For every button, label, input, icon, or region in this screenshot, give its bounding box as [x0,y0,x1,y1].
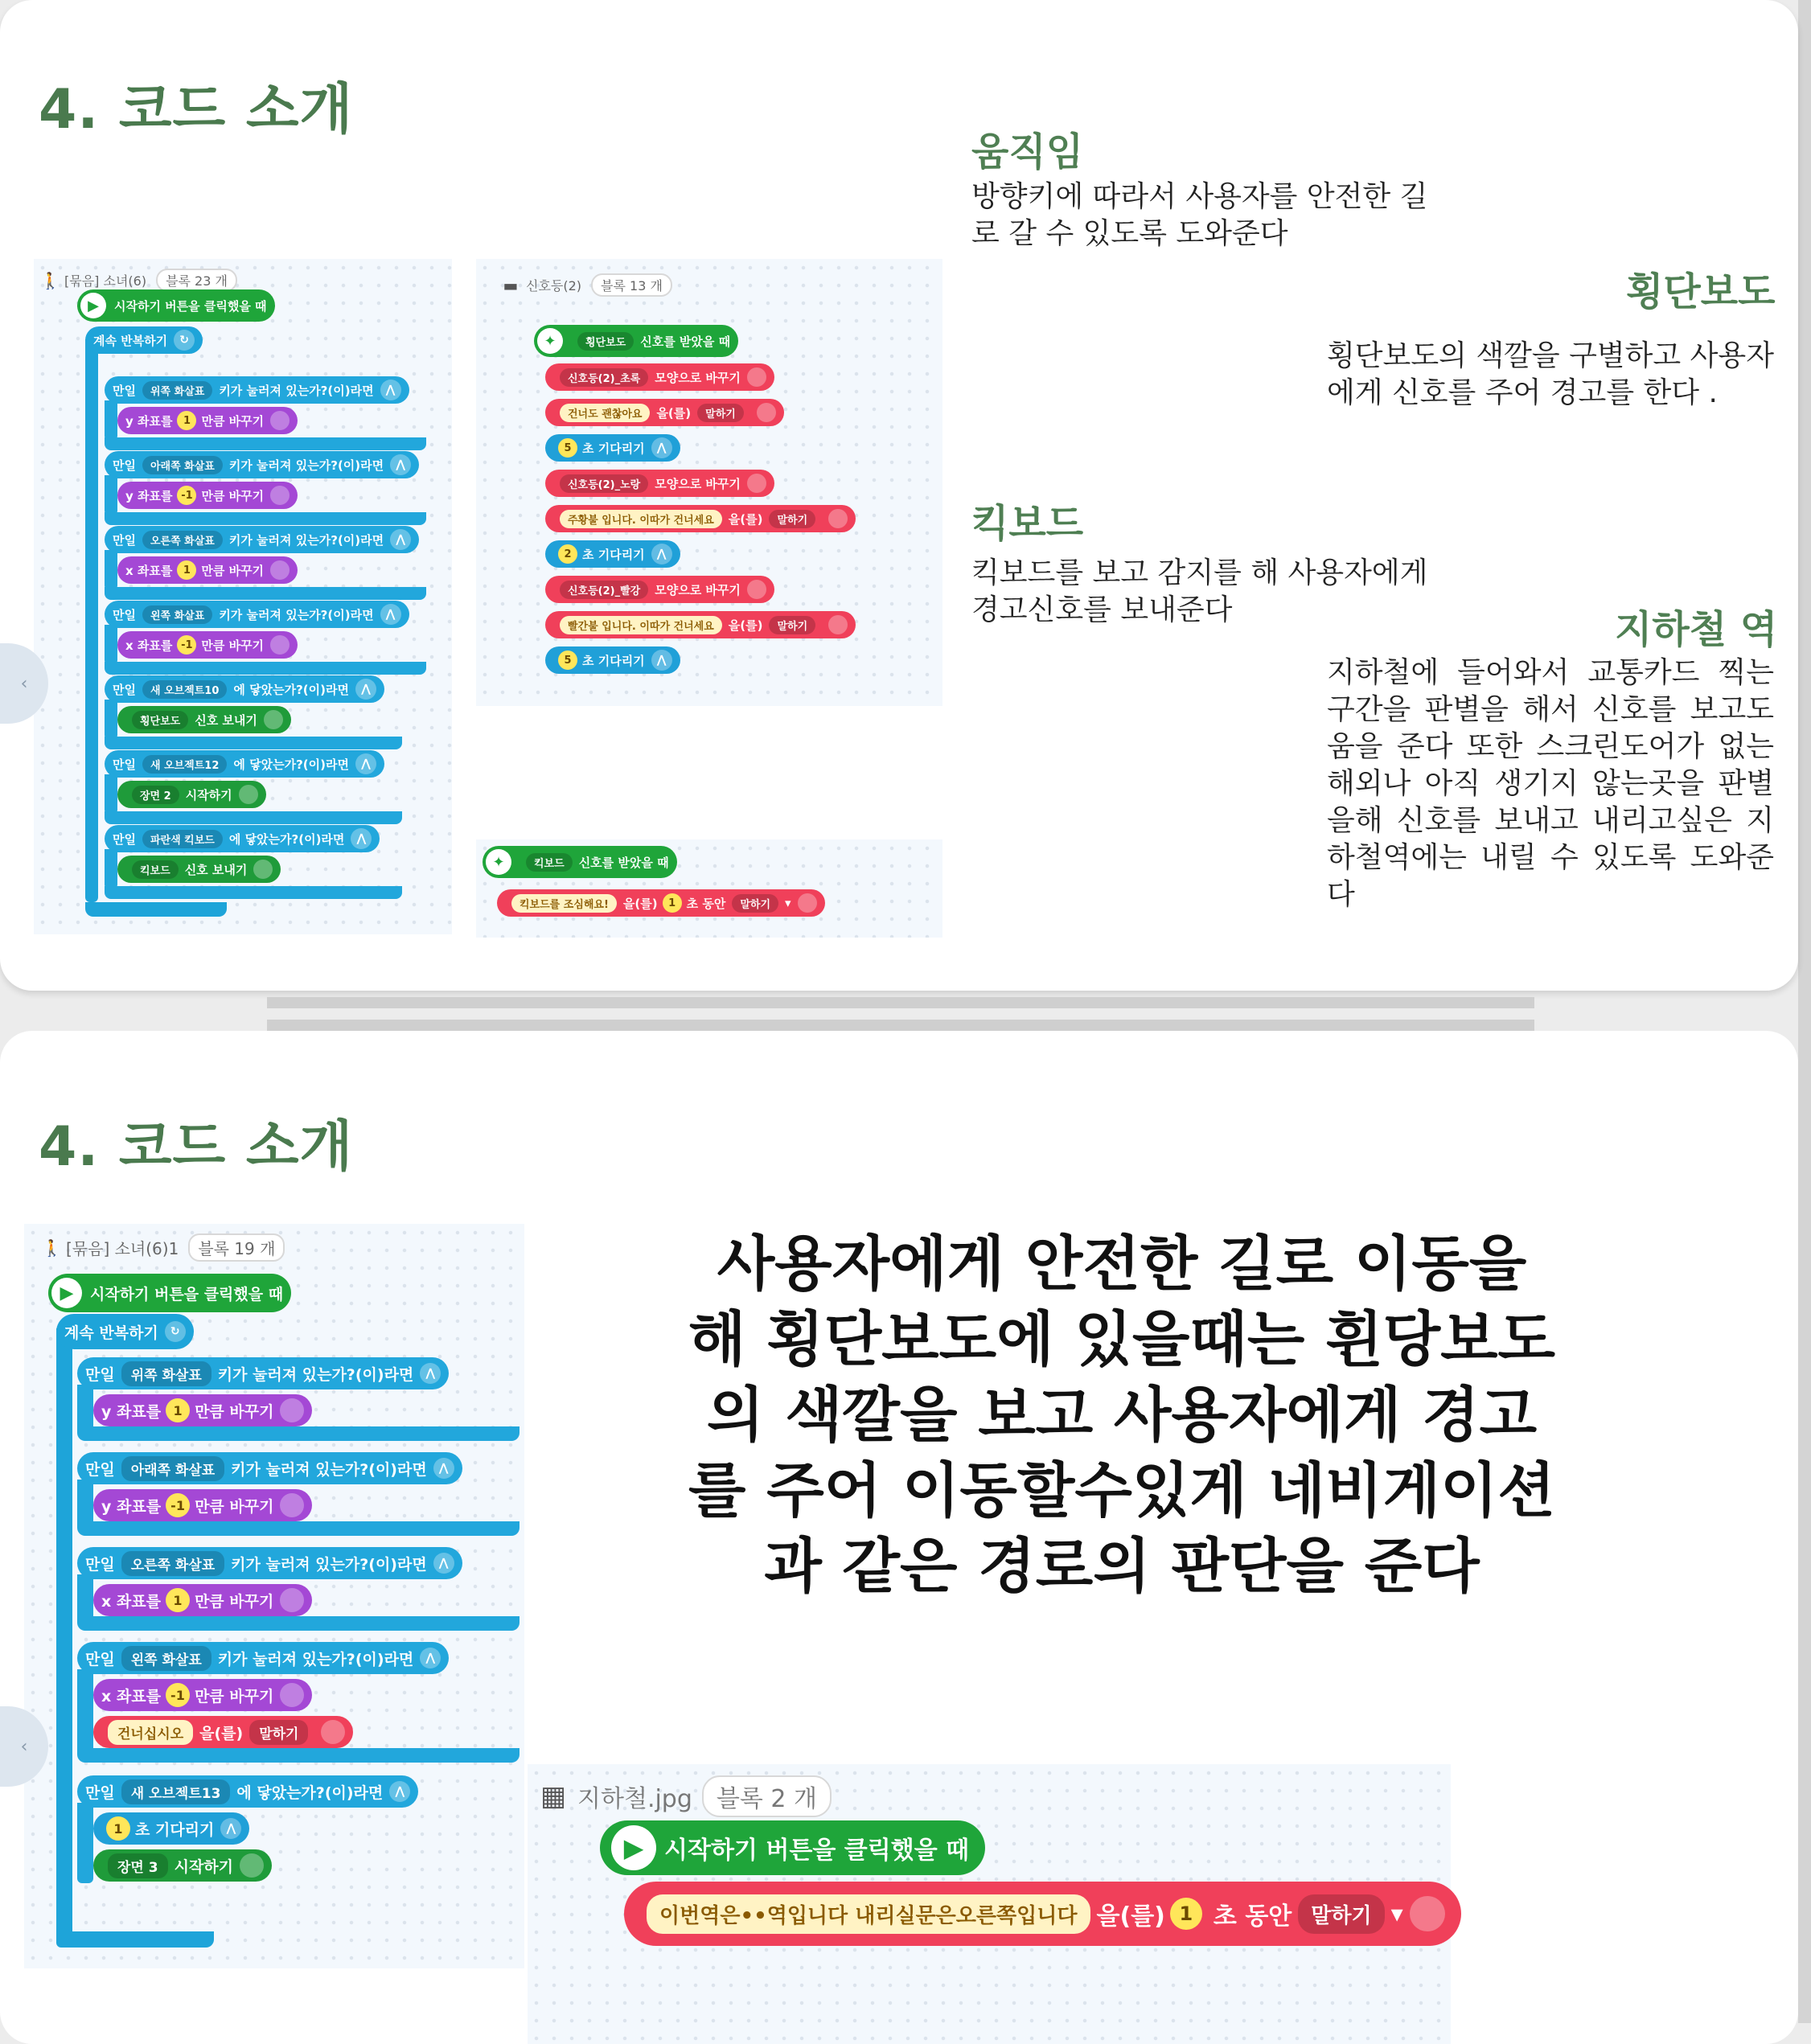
shape-icon [747,580,766,599]
wait-block[interactable]: 2 초 기다리기 ⋀ [545,540,680,568]
wait-icon: ⋀ [220,1818,241,1839]
signal-hat-block[interactable]: ✦ 횡단보도 신호를 받았을 때 [534,325,738,357]
if-arm [77,1669,93,1753]
if-key-block[interactable]: 만일 오른쪽 화살표 키가 눌러져 있는가? (이)라면 ⋀ [105,526,419,553]
if-touch-block[interactable]: 만일 새 오브젝트12 에 닿았는가? (이)라면 ⋀ [105,750,384,778]
branch-icon: ⋀ [433,1553,454,1574]
speech-icon [321,1720,345,1744]
flag-icon [239,785,258,804]
window-edge [1798,0,1811,2023]
change-coordinate-block[interactable]: y 좌표를 -1 만큼 바꾸기 [117,482,298,509]
play-icon: ▶ [51,1278,82,1308]
branch-icon: ⋀ [380,604,401,625]
if-arm [77,1574,93,1621]
forever-loop-block[interactable]: 계속 반복하기 ↻ [56,1314,194,1349]
action-block[interactable]: 횡단보도 신호 보내기 [117,706,291,733]
if-arm [105,625,117,665]
say-for-seconds-block[interactable]: 킥보드를 조심해요! 을(를) 1 초 동안 말하기 ▾ [497,889,825,917]
move-icon [270,486,290,505]
loop-arm [56,1328,72,1948]
change-coordinate-block[interactable]: y 좌표를 1 만큼 바꾸기 [117,407,298,434]
block-count-badge: 블록 13 개 [591,273,672,297]
say-block[interactable]: 주황불 입니다. 이따가 건너세요 을(를) 말하기 [545,505,856,532]
if-key-block[interactable]: 만일 위쪽 화살표 키가 눌러져 있는가? (이)라면 ⋀ [105,376,409,404]
slide-title: 4. 코드 소개 [39,1115,354,1179]
code-workspace-subway[interactable] [528,1764,1451,2044]
section-heading-crosswalk: 횡단보도 [1626,269,1776,314]
code-workspace-girl[interactable] [24,1224,524,1968]
if-arm [77,1385,93,1431]
branch-icon: ⋀ [390,454,411,475]
change-coordinate-block[interactable]: x 좌표를 1 만큼 바꾸기 [93,1584,312,1616]
image-icon: ▦ [540,1780,567,1812]
section-heading-kickboard: 킥보드 [971,501,1084,546]
sprite-header: ▦ 지하철.jpg 블록 2 개 [536,1775,832,1817]
block-count-badge: 블록 19 개 [188,1233,285,1262]
if-key-block[interactable]: 만일 왼쪽 화살표 키가 눌러져 있는가? (이)라면 ⋀ [105,601,409,628]
branch-icon: ⋀ [380,380,401,400]
loop-foot [85,902,227,917]
kickboard-hat-block[interactable]: ✦ 킥보드 신호를 받았을 때 [483,846,677,878]
flag-icon [253,860,273,879]
branch-icon: ⋀ [420,1363,441,1384]
change-shape-block[interactable]: 신호등(2)_노랑 모양으로 바꾸기 [545,470,774,497]
speech-icon [798,893,817,913]
section-text-crosswalk: 횡단보도의 색깔을 구별하고 사용자 에게 신호를 주어 경고를 한다 . [1327,339,1774,409]
say-block[interactable]: 빨간불 입니다. 이따가 건너세요 을(를) 말하기 [545,611,856,638]
move-icon [270,560,290,580]
code-workspace-traffic-light[interactable] [476,259,942,706]
move-icon [280,1493,304,1517]
change-coordinate-block[interactable]: x 좌표를 1 만큼 바꾸기 [117,556,298,584]
change-coordinate-block[interactable]: y 좌표를 -1 만큼 바꾸기 [93,1489,312,1521]
speech-icon [1410,1896,1445,1931]
if-foot [105,886,402,899]
if-arm [105,849,117,889]
signal-icon: ✦ [486,849,511,875]
change-coordinate-block[interactable]: x 좌표를 -1 만큼 바꾸기 [117,631,298,659]
prev-arrow-button[interactable]: ‹ [0,1706,48,1787]
person-icon: 🚶 [40,270,60,290]
if-key-block[interactable]: 만일 오른쪽 화살표 키가 눌러져 있는가? (이)라면 ⋀ [77,1547,462,1579]
slide-separator [267,1020,1534,1031]
if-foot [105,662,426,675]
if-foot [77,1748,519,1763]
wait-icon: ⋀ [651,544,672,564]
branch-icon: ⋀ [390,529,411,550]
flag-icon [240,1853,264,1878]
branch-icon: ⋀ [420,1648,441,1668]
say-block[interactable]: 건너도 괜찮아요 을(를) 말하기 [545,399,784,426]
if-key-block[interactable]: 만일 위쪽 화살표 키가 눌러져 있는가? (이)라면 ⋀ [77,1357,449,1389]
wait-block[interactable]: 5 초 기다리기 ⋀ [545,434,680,462]
block-count-badge: 블록 2 개 [702,1775,832,1817]
if-touch-block[interactable]: 만일 파란색 킥보드 에 닿았는가? (이)라면 ⋀ [105,825,380,852]
sprite-header: 🚶 [묶음] 소녀(6) 블록 23 개 [40,269,237,292]
branch-icon: ⋀ [355,753,376,774]
loop-icon: ↻ [174,330,195,351]
person-icon: 🚶 [42,1237,62,1258]
if-key-block[interactable]: 만일 아래쪽 화살표 키가 눌러져 있는가? (이)라면 ⋀ [77,1452,462,1484]
if-arm [105,700,117,740]
speech-icon [828,615,848,634]
change-coordinate-block[interactable]: y 좌표를 1 만큼 바꾸기 [93,1394,312,1426]
section-heading-subway: 지하철 역 [1615,607,1778,652]
loop-arm [85,339,98,902]
if-foot [77,1426,519,1441]
shape-icon [747,474,766,493]
move-icon [270,411,290,430]
if-foot [77,1521,519,1536]
play-icon: ▶ [80,293,106,318]
say-for-seconds-block[interactable]: 이번역은••역입니다 내리실문은오른쪽입니다 을(를) 1 초 동안 말하기 ▾ [624,1882,1461,1946]
speech-icon [757,403,776,422]
if-arm [105,550,117,590]
section-text-kickboard: 킥보드를 보고 감지를 해 사용자에게 경고신호를 보내준다 [971,556,1428,626]
move-icon [270,635,290,655]
start-hat-block[interactable]: ▶ 시작하기 버튼을 클릭했을 때 [77,289,275,322]
flag-icon [264,710,283,729]
slide-title: 4. 코드 소개 [39,78,354,142]
if-foot [105,437,426,450]
branch-icon: ⋀ [433,1458,454,1479]
if-foot [105,587,426,600]
if-foot [105,512,426,525]
if-foot [77,1616,519,1631]
if-foot [105,811,402,824]
slide-separator [267,997,1534,1008]
start-hat-block[interactable]: ▶ 시작하기 버튼을 클릭했을 때 [600,1820,985,1875]
if-touch-block[interactable]: 만일 새 오브젝트13 에 닿았는가? (이)라면 ⋀ [77,1775,418,1808]
if-arm [105,774,117,815]
if-key-block[interactable]: 만일 왼쪽 화살표 키가 눌러져 있는가? (이)라면 ⋀ [77,1642,449,1674]
if-foot [105,737,402,749]
code-workspace-girl[interactable] [34,259,452,934]
start-scene-block[interactable]: 장면 3 시작하기 [93,1849,272,1882]
wait-icon: ⋀ [651,437,672,458]
move-icon [280,1398,304,1422]
play-icon: ▶ [611,1825,656,1870]
if-arm [105,475,117,515]
sprite-header: ▬ 신호등(2) 블록 13 개 [502,273,672,297]
code-workspace-kickboard[interactable] [476,839,942,938]
if-touch-block[interactable]: 만일 새 오브젝트10 에 닿았는가? (이)라면 ⋀ [105,675,384,703]
wait-icon: ⋀ [651,650,672,671]
loop-icon: ↻ [165,1321,186,1342]
change-coordinate-block[interactable]: x 좌표를 -1 만큼 바꾸기 [93,1679,312,1711]
branch-icon: ⋀ [351,828,372,849]
section-heading-movement: 움직임 [971,129,1084,174]
wait-block[interactable]: 1 초 기다리기 ⋀ [93,1812,249,1845]
action-block[interactable]: 장면 2 시작하기 [117,781,266,808]
section-text-subway: 지하철에 들어와서 교통카드 찍는 구간을 판별을 해서 신호를 보고도 움을 준다 또한 스크린도어가 없는 해외나 아직 생기지 않는곳을 판별 을해 신호를 보내고 내리고싶은 지 하철역에는 내릴 수 있도록 도와준 다 [1327,656,1774,911]
speech-icon [828,509,848,528]
signal-icon: ✦ [537,328,563,354]
move-icon [280,1683,304,1707]
branch-icon: ⋀ [389,1781,410,1802]
change-shape-block[interactable]: 신호등(2)_초록 모양으로 바꾸기 [545,363,774,391]
loop-foot [56,1931,214,1948]
change-shape-block[interactable]: 신호등(2)_빨강 모양으로 바꾸기 [545,576,774,603]
if-key-block[interactable]: 만일 아래쪽 화살표 키가 눌러져 있는가? (이)라면 ⋀ [105,451,419,478]
branch-icon: ⋀ [355,679,376,700]
prev-arrow-button[interactable]: ‹ [0,643,48,724]
if-arm [105,400,117,441]
block-count-badge: 블록 23 개 [156,269,237,292]
section-text-movement: 방향키에 따라서 사용자를 안전한 길 로 갈 수 있도록 도와준다 [971,180,1428,250]
sprite-header: 🚶 [묶음] 소녀(6)1 블록 19 개 [42,1233,285,1262]
if-arm [77,1803,93,1883]
summary-text: 사용자에게 안전한 길로 이동을 해 횡단보도에 있을때는 휜당보도 의 색깔을 보고 사용자에게 경고 를 주어 이동할수있게 네비게이션 과 같은 경로의 판단을 준다 [688,1229,1556,1601]
forever-loop-block[interactable]: 계속 반복하기 ↻ [85,326,203,354]
start-hat-block[interactable]: ▶ 시작하기 버튼을 클릭했을 때 [48,1274,291,1312]
traffic-light-icon: ▬ [503,275,519,295]
slide-1 [0,0,1798,991]
shape-icon [747,367,766,387]
wait-block[interactable]: 5 초 기다리기 ⋀ [545,646,680,674]
action-block[interactable]: 킥보드 신호 보내기 [117,856,281,883]
slide-2 [0,1031,1798,2044]
move-icon [280,1588,304,1612]
if-arm [77,1480,93,1526]
say-block[interactable]: 건너십시오 을(를) 말하기 [93,1716,353,1748]
